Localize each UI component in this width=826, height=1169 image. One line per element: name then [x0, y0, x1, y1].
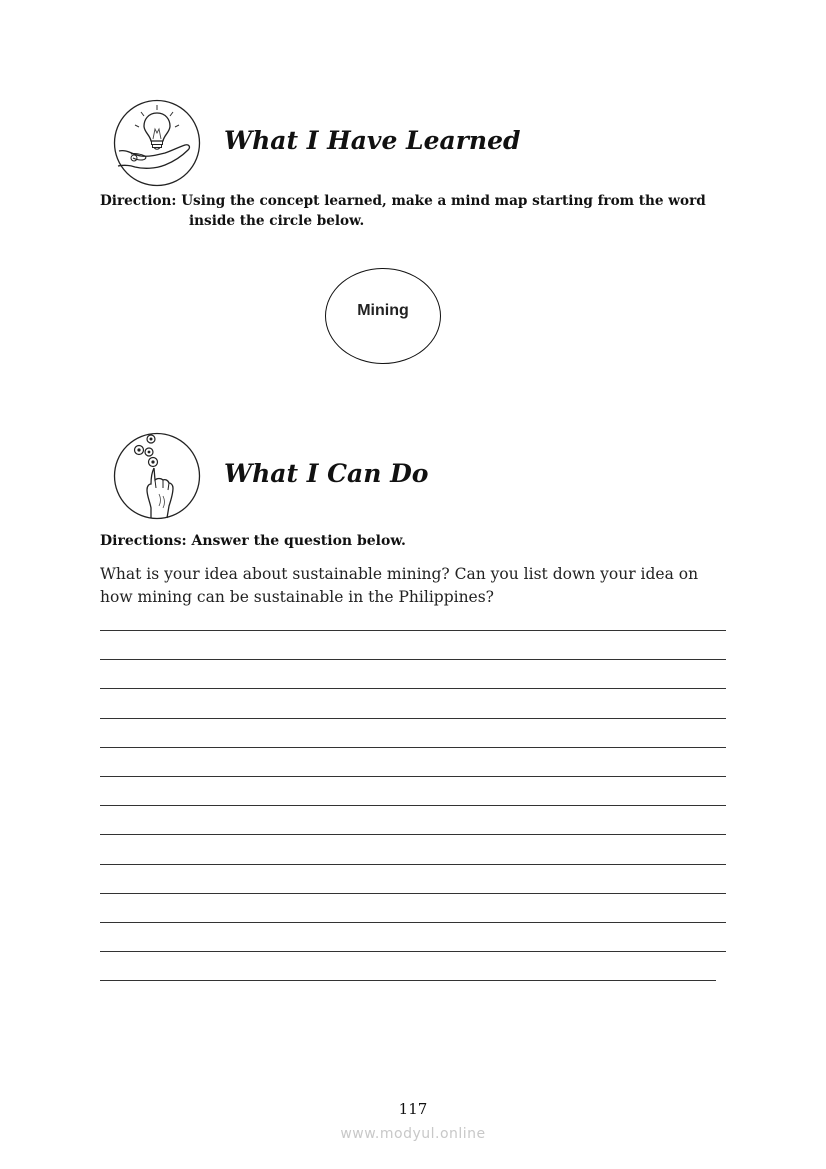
- mind-map-circle: [325, 268, 441, 364]
- answer-line[interactable]: [100, 864, 726, 865]
- hand-gears-icon: [113, 432, 201, 520]
- answer-line[interactable]: [100, 922, 726, 923]
- answer-line[interactable]: [100, 834, 726, 835]
- answer-line[interactable]: [100, 688, 726, 689]
- answer-line[interactable]: [100, 776, 726, 777]
- answer-line[interactable]: [100, 630, 726, 631]
- direction-text-line-1: Using the concept learned, make a mind map starting from the word: [181, 193, 706, 209]
- section-title-what-i-can-do: What I Can Do: [224, 459, 429, 488]
- answer-line[interactable]: [100, 718, 726, 719]
- direction-label: Direction:: [100, 193, 177, 209]
- question-text: [100, 563, 732, 609]
- directions-text: Directions: Answer the question below.: [100, 533, 406, 549]
- question-line-2: how mining can be sustainable in the Philippines?: [100, 588, 494, 606]
- direction-text-line-2: inside the circle below.: [189, 213, 365, 229]
- lightbulb-hand-icon: [113, 99, 201, 187]
- answer-line[interactable]: [100, 951, 726, 952]
- direction-text: [100, 191, 730, 231]
- page-number: 117: [398, 1100, 428, 1118]
- mind-map-word: Mining: [357, 302, 409, 319]
- question-line-1: What is your idea about sustainable mining? Can you list down your idea on: [100, 565, 699, 583]
- answer-line[interactable]: [100, 805, 726, 806]
- answer-line[interactable]: [100, 659, 726, 660]
- answer-line[interactable]: [100, 980, 716, 981]
- answer-line[interactable]: [100, 893, 726, 894]
- answer-line[interactable]: [100, 747, 726, 748]
- section-title-what-i-have-learned: What I Have Learned: [224, 126, 521, 155]
- watermark: www.modyul.online: [340, 1126, 486, 1142]
